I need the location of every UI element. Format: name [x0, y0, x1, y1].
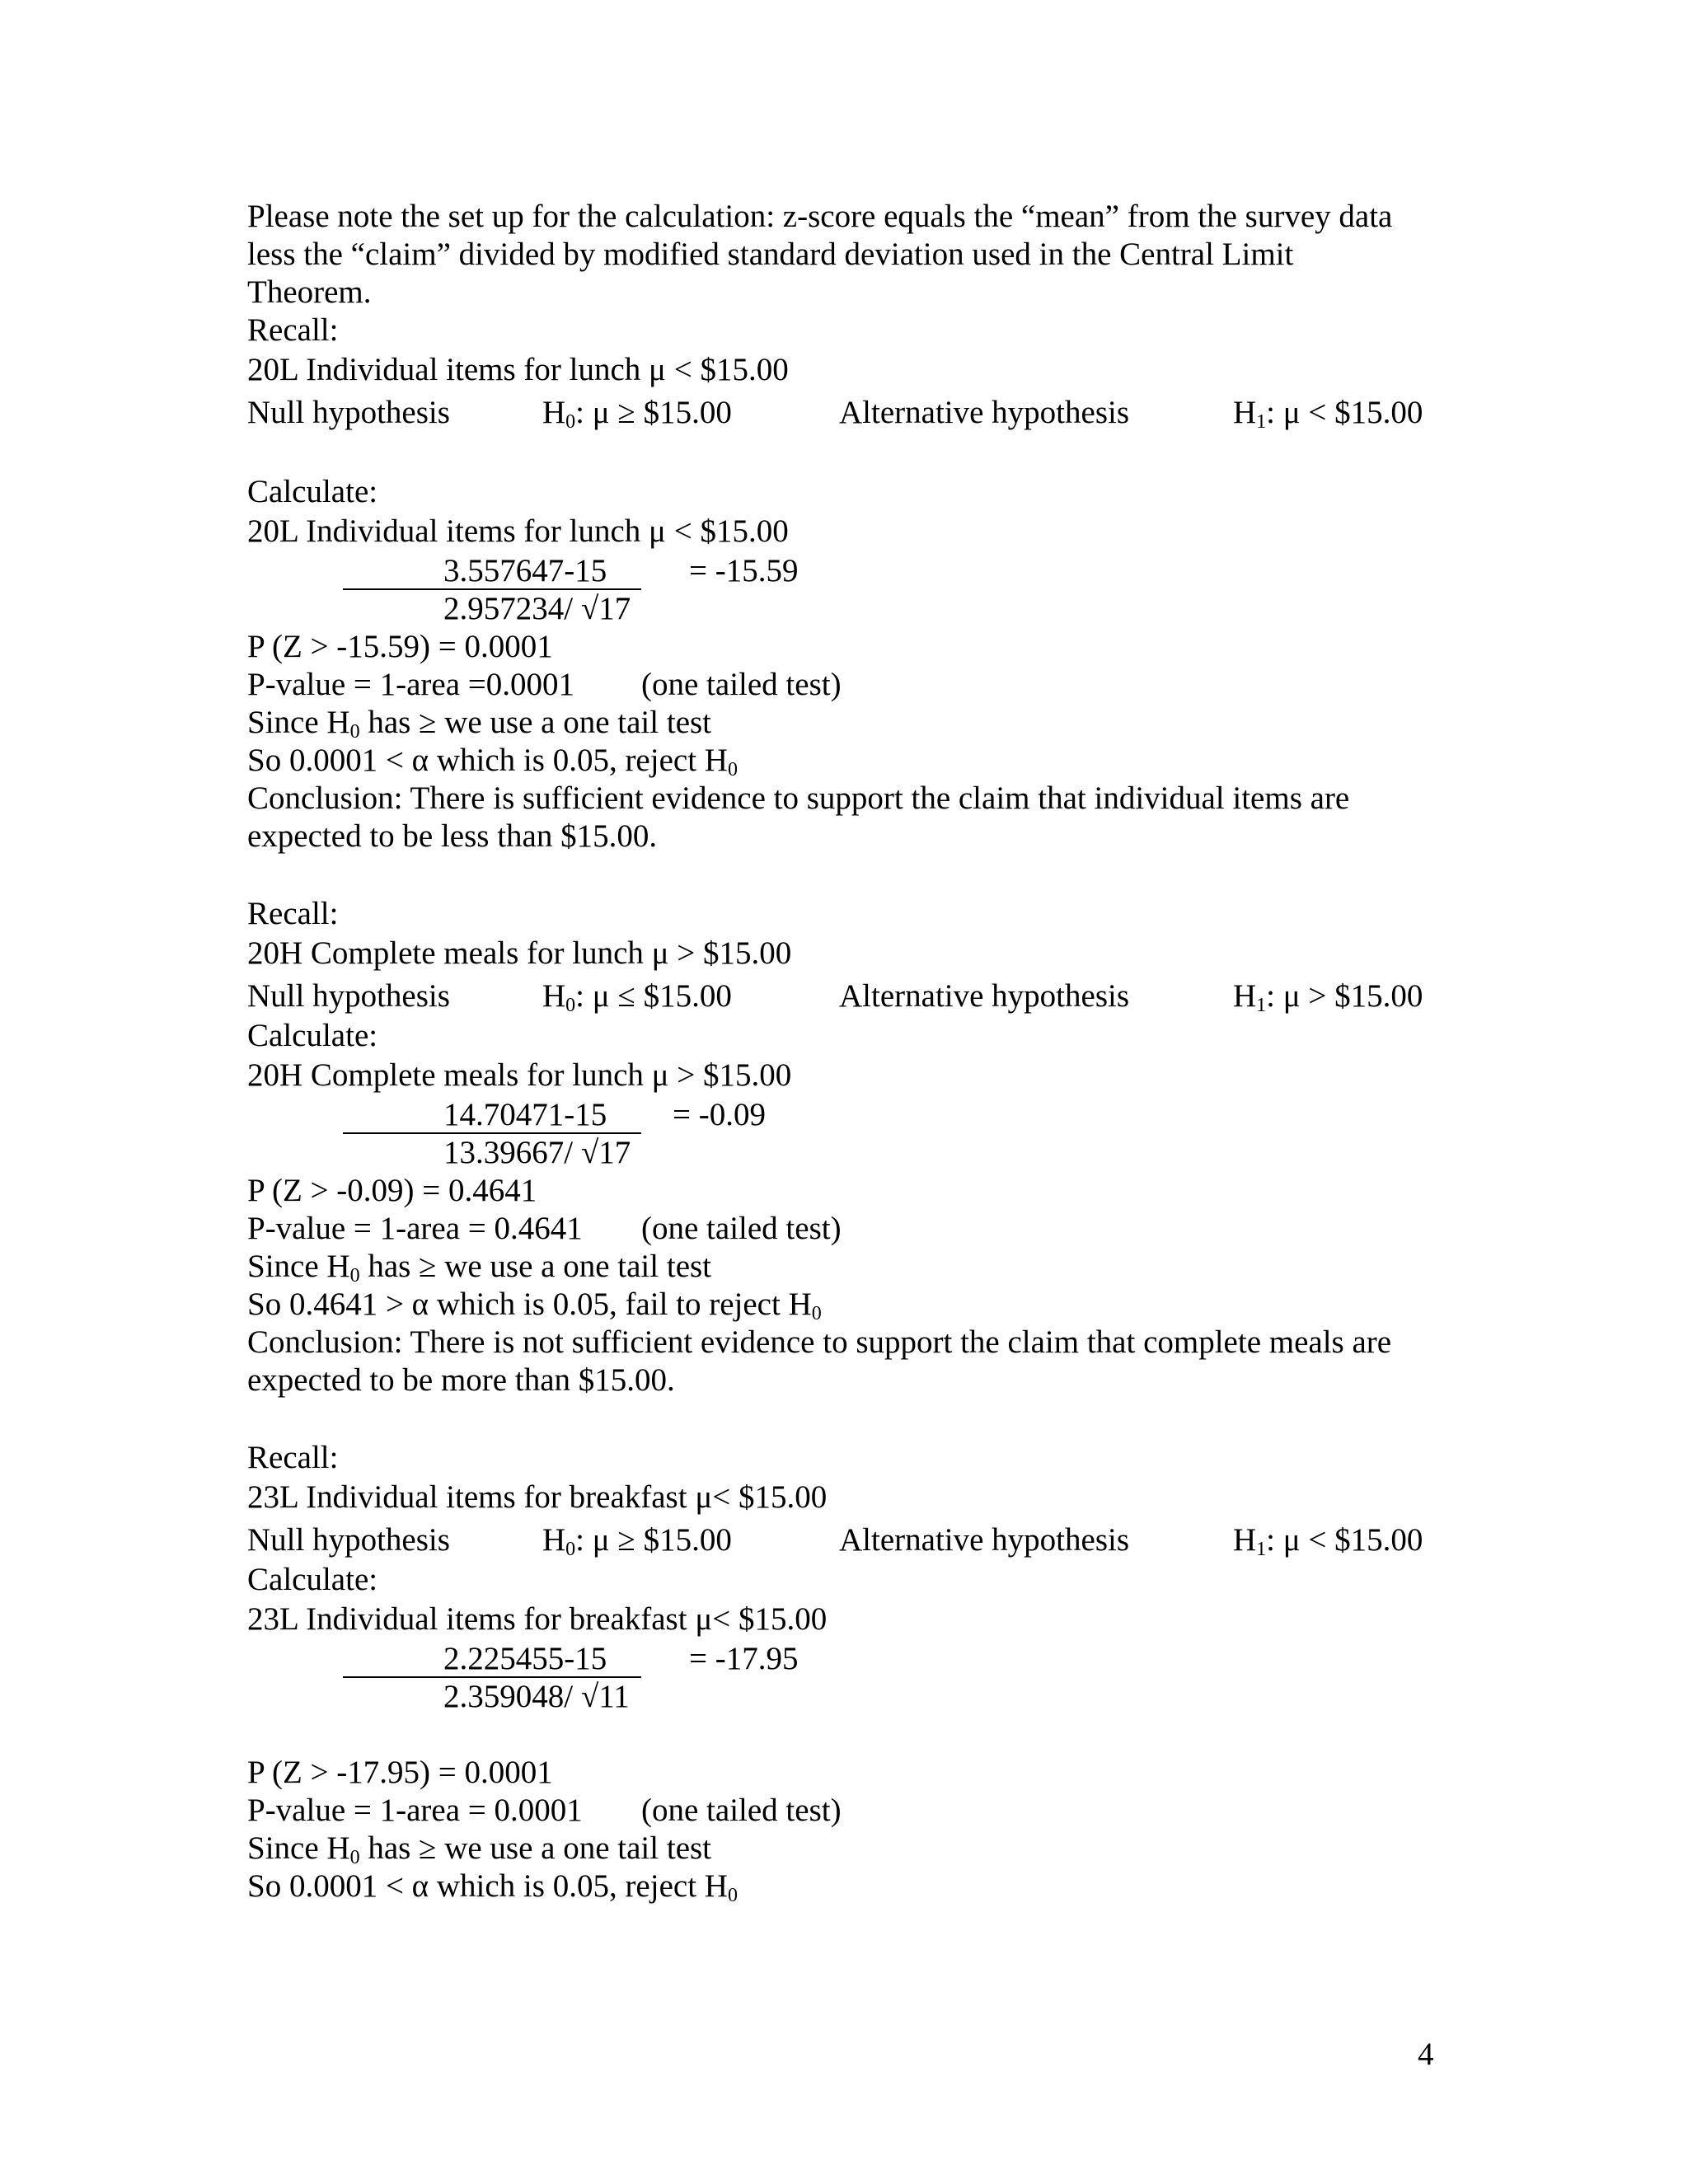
s1-numerator: 3.557647-15 [443, 553, 607, 588]
s1-heading: 20L Individual items for lunch μ < $15.00 [247, 352, 789, 387]
intro-line-3: Theorem. [247, 274, 372, 310]
s1-probability: P (Z > -15.59) = 0.0001 [247, 629, 553, 664]
s1-tail-note: (one tailed test) [641, 667, 842, 702]
s2-heading-2: 20H Complete meals for lunch μ > $15.00 [247, 1057, 792, 1093]
s3-denominator: 2.359048/ √11 [443, 1679, 630, 1714]
s3-heading-2: 23L Individual items for breakfast μ< $15.00 [247, 1601, 828, 1637]
s3-since: Since $H_0$ has ≥ we use a one tail test [247, 1830, 712, 1868]
s1-since: Since $H_0$ has ≥ we use a one tail test [247, 705, 712, 743]
s1-calculate: Calculate: [247, 474, 378, 509]
s2-heading: 20H Complete meals for lunch μ > $15.00 [247, 935, 792, 971]
page-number: 4 [1418, 2036, 1434, 2072]
s3-heading: 23L Individual items for breakfast μ< $15.00 [247, 1479, 828, 1515]
s3-null-hypothesis: $H_0$: μ ≥ $15.00 [542, 1522, 732, 1560]
s3-null-label: Null hypothesis [247, 1522, 450, 1558]
intro-line-2: less the “claim” divided by modified standard deviation used in the Central Limit [247, 237, 1294, 272]
s2-pvalue: P-value = 1-area = 0.4641 [247, 1211, 583, 1246]
s3-probability: P (Z > -17.95) = 0.0001 [247, 1755, 553, 1790]
s3-calculate: Calculate: [247, 1562, 378, 1597]
s2-tail-note: (one tailed test) [641, 1211, 842, 1246]
s1-denominator: 2.957234/ √17 [443, 591, 631, 626]
s1-result: = -15.59 [689, 553, 799, 588]
s1-conclusion-1: Conclusion: There is sufficient evidence to support the claim that individual items are [247, 780, 1350, 816]
s2-null-hypothesis: $H_0$: μ ≤ $15.00 [542, 978, 732, 1016]
s2-null-label: Null hypothesis [247, 978, 450, 1014]
s3-pvalue: P-value = 1-area = 0.0001 [247, 1793, 583, 1828]
s1-null-label: Null hypothesis [247, 395, 450, 430]
s2-conclusion-1: Conclusion: There is not sufficient evidence to support the claim that complete meals are [247, 1324, 1392, 1360]
intro-line-1: Please note the set up for the calculation: z-score equals the “mean” from the survey data [247, 199, 1393, 234]
s2-since: Since $H_0$ has ≥ we use a one tail test [247, 1249, 712, 1286]
s2-numerator: 14.70471-15 [443, 1097, 607, 1132]
s2-conclusion-2: expected to be more than $15.00. [247, 1362, 675, 1398]
s3-alt-label: Alternative hypothesis [839, 1522, 1130, 1558]
s1-conclusion-2: expected to be less than $15.00. [247, 818, 658, 854]
s1-pvalue: P-value = 1-area =0.0001 [247, 667, 575, 702]
s2-result: = -0.09 [673, 1097, 766, 1132]
s2-alt-hypothesis: $H_1$: μ > $15.00 [1233, 978, 1423, 1016]
s1-alt-hypothesis: $H_1$: μ < $15.00 [1233, 395, 1423, 433]
s2-probability: P (Z > -0.09) = 0.4641 [247, 1173, 537, 1208]
s3-numerator: 2.225455-15 [443, 1641, 607, 1676]
s3-recall: Recall: [247, 1440, 339, 1475]
s3-tail-note: (one tailed test) [641, 1793, 842, 1828]
s2-recall: Recall: [247, 896, 339, 931]
s2-decision: So 0.4641 > α which is 0.05, fail to reject $H_0$ [247, 1286, 822, 1324]
s1-decision: So 0.0001 < α which is 0.05, reject $H_0$ [247, 743, 738, 780]
s2-calculate: Calculate: [247, 1018, 378, 1053]
s3-decision: So 0.0001 < α which is 0.05, reject $H_0$ [247, 1868, 738, 1906]
s1-null-hypothesis: $H_0$: μ ≥ $15.00 [542, 395, 732, 433]
s1-recall: Recall: [247, 312, 339, 348]
s1-heading-2: 20L Individual items for lunch μ < $15.00 [247, 513, 789, 549]
s3-alt-hypothesis: $H_1$: μ < $15.00 [1233, 1522, 1423, 1560]
s1-alt-label: Alternative hypothesis [839, 395, 1130, 430]
s2-denominator: 13.39667/ √17 [443, 1135, 631, 1170]
s3-result: = -17.95 [689, 1641, 799, 1676]
s2-alt-label: Alternative hypothesis [839, 978, 1130, 1014]
